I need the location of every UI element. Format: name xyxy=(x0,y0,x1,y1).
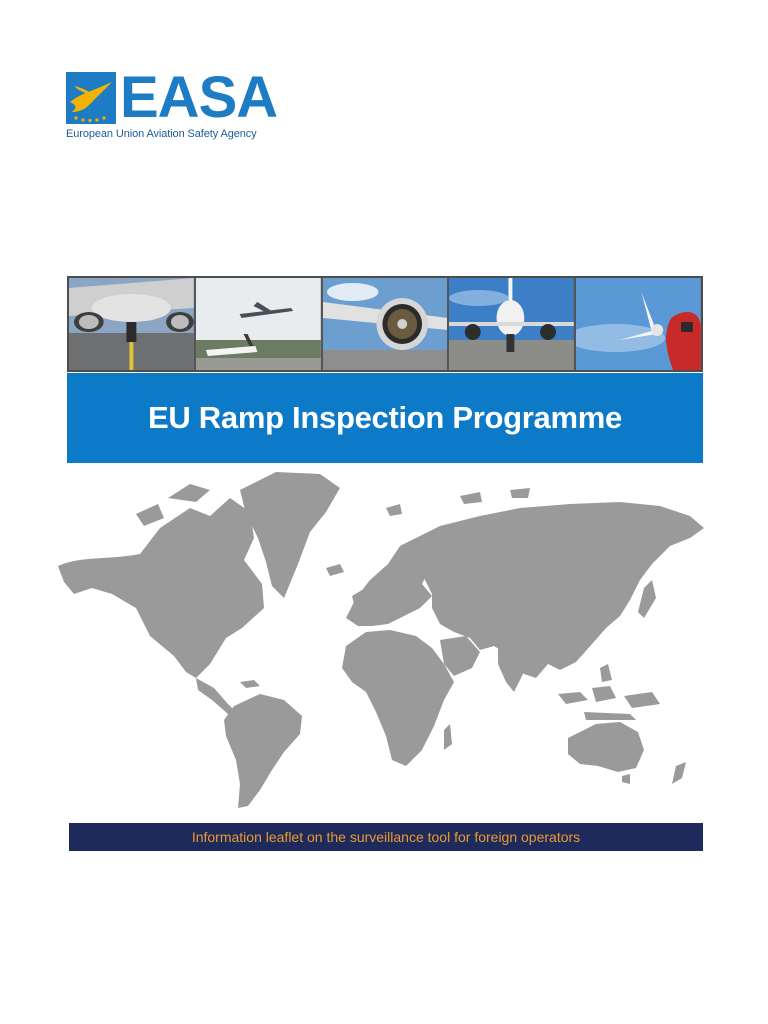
easa-bird-icon xyxy=(66,72,116,124)
map-africa xyxy=(342,630,454,766)
logo-wordmark: EASA xyxy=(120,65,278,130)
map-australia xyxy=(568,722,644,772)
photo-aircraft-front xyxy=(449,278,574,370)
photo-strip xyxy=(67,276,703,372)
page-title: EU Ramp Inspection Programme xyxy=(148,400,622,435)
title-band xyxy=(67,373,703,463)
photo-takeoff xyxy=(196,278,321,370)
map-north-america xyxy=(58,498,264,678)
map-south-america xyxy=(224,694,302,808)
world-map xyxy=(40,468,730,813)
info-text: Information leaflet on the surveillance tool for foreign operators xyxy=(191,829,581,845)
photo-propeller xyxy=(576,278,701,370)
logo-subtitle: European Union Aviation Safety Agency xyxy=(66,128,257,140)
easa-logo xyxy=(66,65,278,144)
photo-aircraft-underside xyxy=(69,278,194,370)
map-europe xyxy=(346,538,432,626)
info-band xyxy=(69,823,703,851)
photo-jet-engine xyxy=(323,278,448,370)
